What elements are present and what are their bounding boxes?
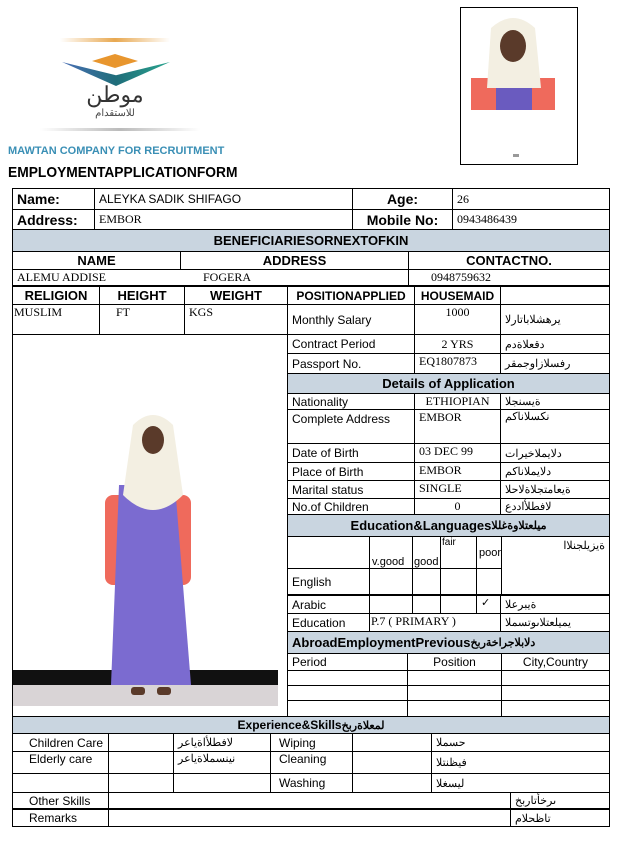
passport-ar: رفسلازاوجمقر xyxy=(505,358,571,370)
age-label: Age: xyxy=(353,189,453,209)
position-applied-header: POSITIONAPPLIED xyxy=(288,287,415,304)
children-value: 0 xyxy=(415,499,501,514)
pob-value: EMBOR xyxy=(415,463,501,480)
remarks-value xyxy=(109,810,511,826)
cleaning-label: Cleaning xyxy=(271,752,353,773)
abroad-position-2 xyxy=(408,686,502,700)
dob-ar: دلايملاخيرات xyxy=(505,447,562,460)
complete-address-value: EMBOR xyxy=(415,410,501,443)
children-label: No.of Children xyxy=(288,499,415,514)
contract-period-ar: دقعلاةدم xyxy=(505,338,545,351)
mobile-value: 0943486439 xyxy=(457,212,517,226)
marital-status-ar: ةيعامتجلاةلاحلا xyxy=(505,484,571,496)
age-value: 26 xyxy=(457,191,469,206)
beneficiary-contact: 0948759632 xyxy=(431,270,491,284)
arabic-poor-check[interactable]: ✓ xyxy=(477,596,501,613)
children-care-value xyxy=(109,734,174,751)
address-label: Address: xyxy=(13,210,95,229)
religion-value: MUSLIM xyxy=(13,305,100,334)
abroad-location-2 xyxy=(502,686,609,700)
abroad-title-en: AbroadEmploymentPrevious xyxy=(292,635,471,650)
english-fair[interactable] xyxy=(441,569,477,594)
abroad-location-header: City,Country xyxy=(522,655,589,669)
washing-ar: ليسغلا xyxy=(436,777,465,790)
nationality-ar: ةيسنجلا xyxy=(505,396,541,408)
wiping-value xyxy=(353,734,432,751)
arabic-fair[interactable] xyxy=(441,596,477,613)
full-body-photo xyxy=(13,335,287,706)
level-good: good xyxy=(413,537,441,568)
arabic-good[interactable] xyxy=(413,596,441,613)
other-skills-value xyxy=(109,793,511,808)
education-ar: يميلعتلاىوتسملا xyxy=(505,617,572,629)
remarks-label: Remarks xyxy=(13,810,109,826)
religion-header: RELIGION xyxy=(13,287,100,304)
other-skills-label: Other Skills xyxy=(13,793,109,808)
contract-period-label: Contract Period xyxy=(288,335,415,353)
pob-label: Place of Birth xyxy=(288,463,415,480)
abroad-location-3 xyxy=(502,701,609,716)
abroad-position-3 xyxy=(408,701,502,716)
extra-skill-ar xyxy=(174,774,271,792)
arabic-vgood[interactable] xyxy=(370,596,413,613)
logo-text: موطن xyxy=(86,82,144,107)
form-title: EMPLOYMENTAPPLICATIONFORM xyxy=(8,164,238,181)
experience-title-en: Experience&Skills xyxy=(237,718,342,732)
weight-value: KGS xyxy=(189,305,214,319)
monthly-salary-label: Monthly Salary xyxy=(288,305,415,334)
wiping-ar: حسملا xyxy=(436,737,466,749)
english-label: English xyxy=(288,569,370,594)
arabic-label: Arabic xyxy=(288,596,370,613)
passport-photo xyxy=(460,7,578,165)
details-title: Details of Application xyxy=(288,374,609,393)
beneficiary-name: ALEMU ADDISE xyxy=(17,270,106,284)
english-vgood[interactable] xyxy=(370,569,413,594)
monthly-salary-value: 1000 xyxy=(415,305,501,334)
dob-value: 03 DEC 99 xyxy=(415,444,501,462)
abroad-position-1 xyxy=(408,671,502,685)
wiping-label: Wiping xyxy=(271,734,353,751)
washing-label: Washing xyxy=(271,774,353,792)
dob-label: Date of Birth xyxy=(288,444,415,462)
children-care-label: Children Care xyxy=(13,734,109,751)
marital-status-value: SINGLE xyxy=(415,481,501,498)
complete-address-label: Complete Address xyxy=(288,410,415,443)
name-label: Name: xyxy=(13,189,95,209)
abroad-position-header: Position xyxy=(408,654,502,670)
beneficiary-name-header: NAME xyxy=(13,252,181,269)
children-ar: لافطلأاددع xyxy=(505,501,552,513)
abroad-title xyxy=(288,632,609,653)
level-vgood: v.good xyxy=(370,537,413,568)
weight-header: WEIGHT xyxy=(185,287,288,304)
education-title-en: Education&Languages xyxy=(350,518,492,533)
passport-label: Passport No. xyxy=(288,354,415,373)
cleaning-ar: فيظنتلا xyxy=(436,757,467,769)
height-value: FT xyxy=(100,305,185,334)
education-value: P.7 ( PRIMARY ) xyxy=(370,614,501,631)
abroad-period-3 xyxy=(288,701,408,716)
elderly-care-ar: نينسملاةياعر xyxy=(174,752,271,773)
nationality-label: Nationality xyxy=(288,394,415,409)
position-applied-value: HOUSEMAID xyxy=(415,287,501,304)
english-ar: ةيزيلجنلاا xyxy=(563,540,605,552)
washing-value xyxy=(353,774,432,792)
children-care-ar: لافطلأاةياعر xyxy=(174,734,271,751)
application-form xyxy=(12,188,610,827)
experience-title-ar: لمعلاةربخ xyxy=(341,719,385,732)
cleaning-value xyxy=(353,752,432,773)
logo-subtext: للاستقدام xyxy=(95,108,135,119)
education-title-ar: ميلعتلاوةغللا xyxy=(491,520,547,532)
contract-period-value: 2 YRS xyxy=(415,335,501,353)
extra-skill-value xyxy=(109,774,174,792)
marital-status-label: Marital status xyxy=(288,481,415,498)
abroad-period-1 xyxy=(288,671,408,685)
mobile-label: Mobile No: xyxy=(353,210,453,229)
education-label: Education xyxy=(288,614,370,631)
beneficiary-contact-header: CONTACTNO. xyxy=(466,253,552,268)
arabic-ar: ةيبرعلا xyxy=(505,599,537,611)
experience-title xyxy=(13,717,609,733)
nationality-value: ETHIOPIAN xyxy=(415,394,501,409)
complete-address-ar: نكسلاناكم xyxy=(505,411,550,423)
name-value: ALEYKA SADIK SHIFAGO xyxy=(95,189,353,209)
other-skills-ar: ىرخأتاربخ xyxy=(515,795,557,807)
elderly-care-value xyxy=(109,752,174,773)
beneficiaries-title: BENEFICIARIESORNEXTOFKIN xyxy=(13,230,609,251)
company-name: MAWTAN COMPANY FOR RECRUITMENT xyxy=(8,145,225,157)
passport-value: EQ1807873 xyxy=(415,354,501,373)
english-poor[interactable] xyxy=(477,569,501,594)
extra-skill-label xyxy=(13,774,109,792)
elderly-care-label: Elderly care xyxy=(13,752,109,773)
level-fair: fair xyxy=(441,537,477,568)
beneficiary-address: FOGERA xyxy=(181,270,409,285)
level-poor: poor xyxy=(479,546,501,559)
remarks-ar: تاظحلام xyxy=(515,812,551,825)
abroad-location-1 xyxy=(502,671,609,685)
address-value: EMBOR xyxy=(95,210,353,229)
pob-ar: دلايملاناكم xyxy=(505,466,552,478)
english-good[interactable] xyxy=(413,569,441,594)
abroad-period-2 xyxy=(288,686,408,700)
education-title xyxy=(288,515,609,536)
company-logo xyxy=(40,36,210,136)
abroad-period-header: Period xyxy=(288,654,408,670)
abroad-title-ar: دلابلاجراخةربخ xyxy=(470,637,536,649)
beneficiary-address-header: ADDRESS xyxy=(181,252,409,269)
height-header: HEIGHT xyxy=(100,287,185,304)
monthly-salary-ar: يرهشلاباتارلا xyxy=(505,314,561,326)
